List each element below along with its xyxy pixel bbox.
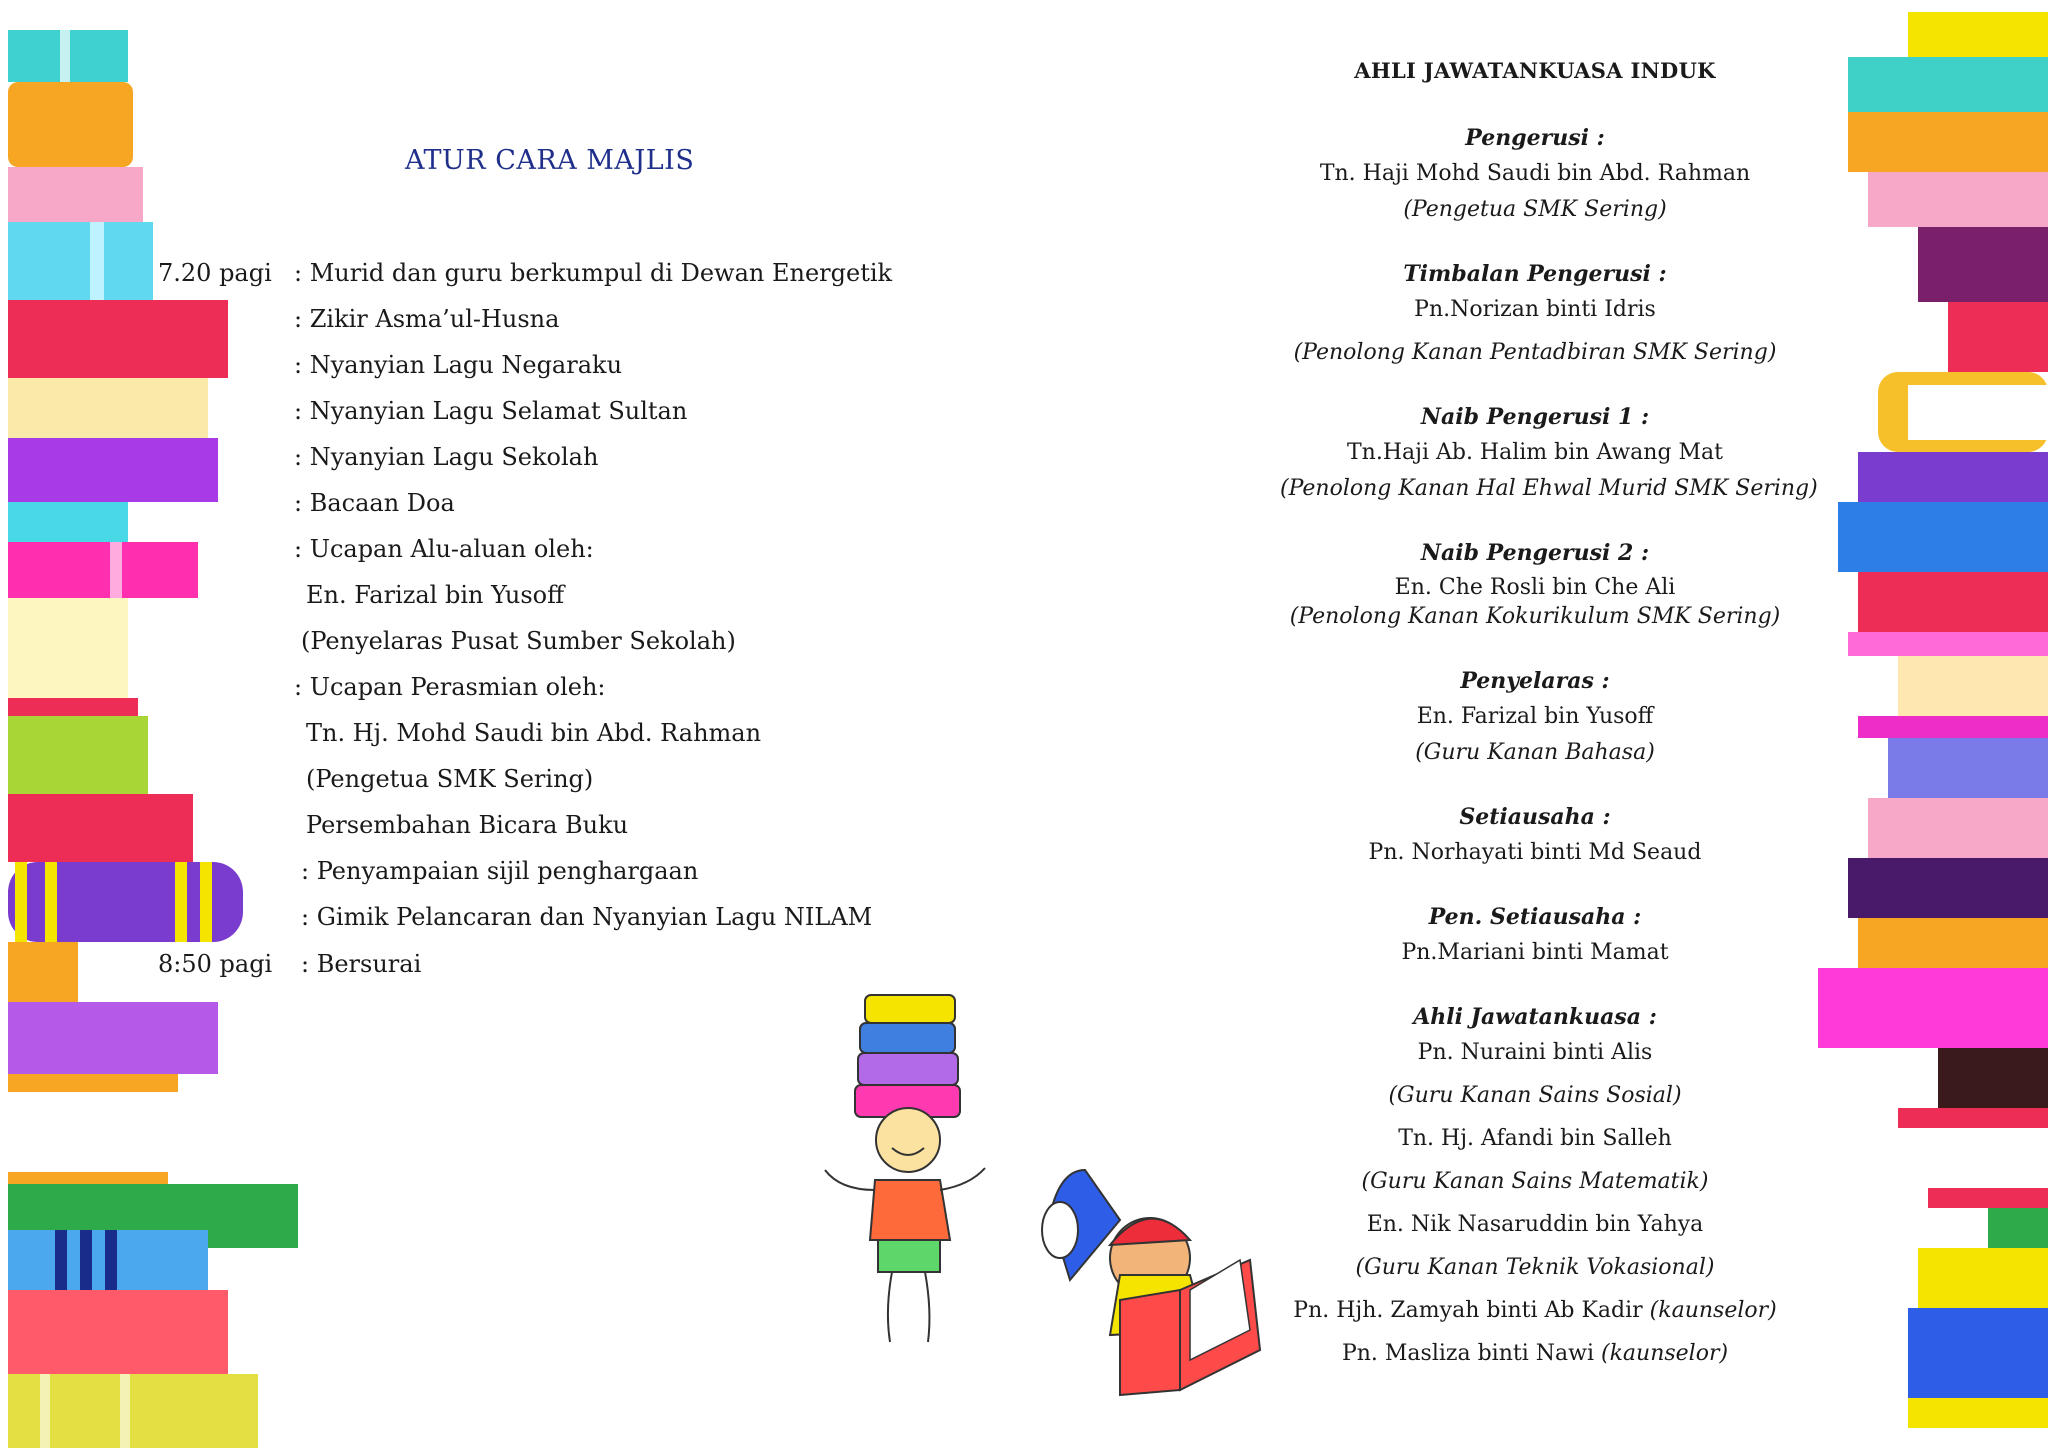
role-setiausaha: Setiausaha : [1459,804,1611,830]
book-stack-right-decoration [1788,0,2048,1448]
agenda-item: : Nyanyian Lagu Negaraku [294,351,623,379]
member-post: (Penolong Kanan Kokurikulum SMK Sering) [1289,604,1781,629]
member-name: Pn. Hjh. Zamyah binti Ab Kadir [1293,1298,1643,1323]
agenda-title: ATUR CARA MAJLIS [405,145,695,176]
member-post: (kaunselor) [1601,1341,1729,1366]
agenda-item: : Murid dan guru berkumpul di Dewan Energetik [294,259,893,287]
member-line [1280,1341,1790,1366]
member-name: Pn.Mariani binti Mamat [1401,940,1669,965]
agenda-item: : Gimik Pelancaran dan Nyanyian Lagu NILAM [301,903,873,931]
agenda-start-time: 7.20 pagi [158,259,272,287]
member-post: (Penolong Kanan Hal Ehwal Murid SMK Sering) [1280,476,1818,501]
agenda-item: : Nyanyian Lagu Sekolah [294,443,599,471]
member-post: (Guru Kanan Teknik Vokasional) [1355,1255,1715,1280]
committee-heading: AHLI JAWATANKUASA INDUK [1354,58,1716,83]
agenda-item: (Penyelaras Pusat Sumber Sekolah) [301,627,736,655]
agenda-item: En. Farizal bin Yusoff [306,581,565,609]
member-post: (Guru Kanan Sains Sosial) [1388,1083,1682,1108]
role-ahli-jawatankuasa: Ahli Jawatankuasa : [1413,1004,1657,1030]
agenda-item: : Zikir Asma’ul-Husna [294,305,560,333]
role-pen-setiausaha: Pen. Setiausaha : [1428,904,1642,930]
member-name: Pn. Masliza binti Nawi [1341,1341,1594,1366]
role-pengerusi: Pengerusi : [1465,125,1605,151]
agenda-item: Tn. Hj. Mohd Saudi bin Abd. Rahman [306,719,762,747]
member-post: (Guru Kanan Bahasa) [1415,740,1655,765]
agenda-item: : Bersurai [301,950,422,978]
member-name: Pn.Norizan binti Idris [1414,297,1656,322]
member-post: (kaunselor) [1649,1298,1777,1323]
member-name: Tn. Hj. Afandi bin Salleh [1398,1126,1672,1151]
member-name: En. Nik Nasaruddin bin Yahya [1366,1212,1704,1237]
agenda-item: : Ucapan Alu-aluan oleh: [294,535,594,563]
role-penyelaras: Penyelaras : [1460,668,1610,694]
book-stack-left-decoration [0,0,300,1448]
agenda-end-time: 8:50 pagi [158,950,273,978]
agenda-item: : Nyanyian Lagu Selamat Sultan [294,397,688,425]
agenda-item: Persembahan Bicara Buku [306,811,629,839]
role-naib-pengerusi-2: Naib Pengerusi 2 : [1420,540,1650,566]
member-line [1280,1298,1790,1323]
role-timbalan-pengerusi: Timbalan Pengerusi : [1403,261,1667,287]
member-name: Tn. Haji Mohd Saudi bin Abd. Rahman [1319,161,1751,186]
member-name: Pn. Nuraini binti Alis [1417,1040,1653,1065]
children-reading-illustration [820,990,1340,1410]
member-post: (Pengetua SMK Sering) [1403,197,1667,222]
agenda-item: : Ucapan Perasmian oleh: [294,673,606,701]
agenda-item: (Pengetua SMK Sering) [306,765,594,793]
agenda-item: : Bacaan Doa [294,489,455,517]
role-naib-pengerusi-1: Naib Pengerusi 1 : [1420,404,1650,430]
member-name: En. Che Rosli bin Che Ali [1394,575,1676,600]
member-name: Pn. Norhayati binti Md Seaud [1368,840,1702,865]
member-name: Tn.Haji Ab. Halim bin Awang Mat [1346,440,1724,465]
member-name: En. Farizal bin Yusoff [1416,704,1654,729]
member-post: (Guru Kanan Sains Matematik) [1361,1169,1709,1194]
member-post: (Penolong Kanan Pentadbiran SMK Sering) [1293,340,1777,365]
agenda-item: : Penyampaian sijil penghargaan [301,857,699,885]
